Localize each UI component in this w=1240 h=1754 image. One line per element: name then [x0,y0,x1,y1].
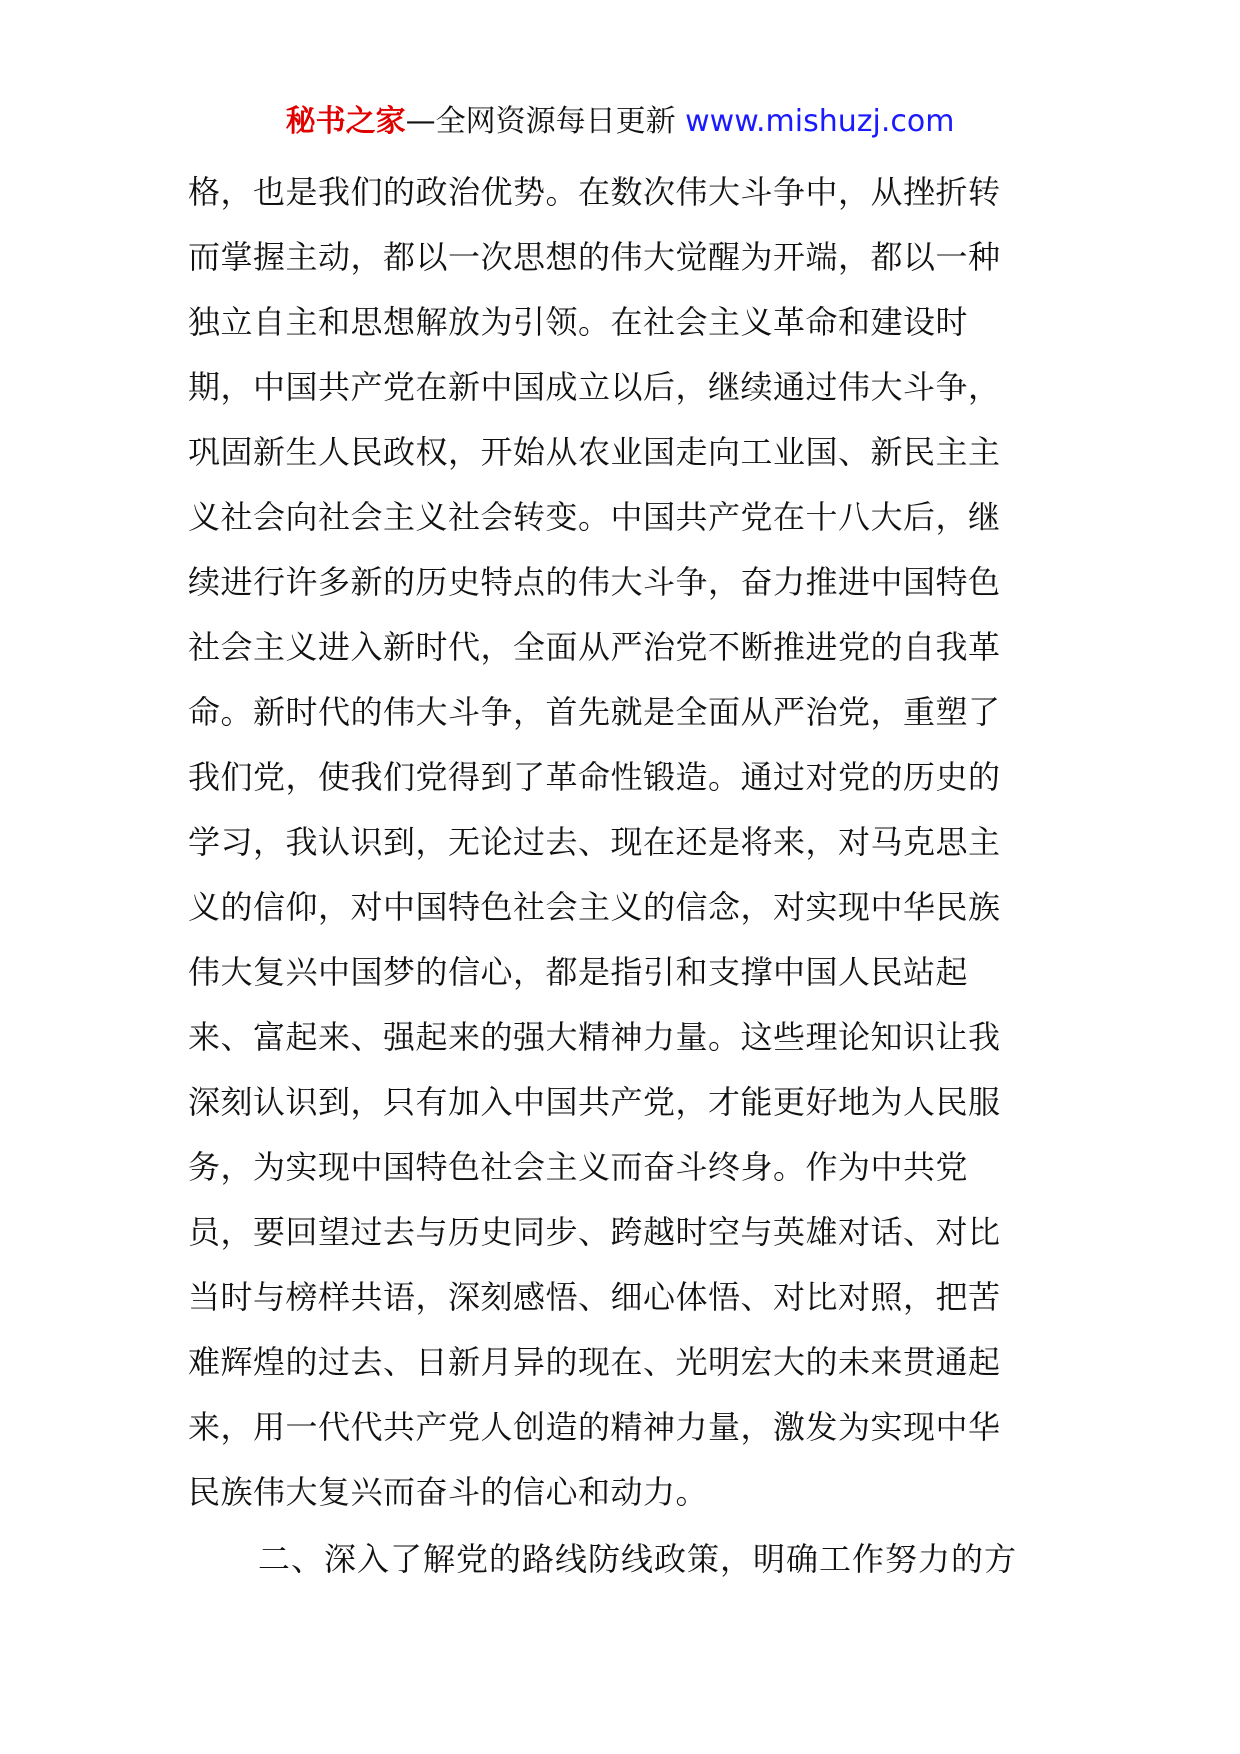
text-line: 伟大复兴中国梦的信心，都是指引和支撑中国人民站起 [188,953,969,991]
text-line: 民族伟大复兴而奋斗的信心和动力。 [188,1473,709,1511]
text-line: 格，也是我们的政治优势。在数次伟大斗争中，从挫折转 [188,173,1001,211]
text-line: 学习，我认识到，无论过去、现在还是将来，对马克思主 [188,823,1001,861]
brand-name: 秘书之家 [285,104,406,139]
site-url-link[interactable]: www.mishuzj.com [685,104,955,139]
text-line: 续进行许多新的历史特点的伟大斗争，奋力推进中国特色 [188,563,1001,601]
text-line: 务，为实现中国特色社会主义而奋斗终身。作为中共党 [188,1148,969,1186]
text-line: 深刻认识到，只有加入中国共产党，才能更好地为人民服 [188,1083,1001,1121]
text-line: 难辉煌的过去、日新月异的现在、光明宏大的未来贯通起 [188,1343,1001,1381]
text-line: 义社会向社会主义社会转变。中国共产党在十八大后，继 [188,498,1001,536]
text-line: 员，要回望过去与历史同步、跨越时空与英雄对话、对比 [188,1213,1001,1251]
text-line: 义的信仰，对中国特色社会主义的信念，对实现中华民族 [188,888,1001,926]
text-line: 独立自主和思想解放为引领。在社会主义革命和建设时 [188,303,969,341]
text-line: 我们党，使我们党得到了革命性锻造。通过对党的历史的 [188,758,1001,796]
body-text [188,160,1068,1592]
section-heading: 二、深入了解党的路线防线政策，明确工作努力的方 [258,1540,1018,1578]
header-tagline: —全网资源每日更新 [405,104,686,139]
text-line: 来，用一代代共产党人创造的精神力量，激发为实现中华 [188,1408,1001,1446]
text-line: 巩固新生人民政权，开始从农业国走向工业国、新民主主 [188,433,1001,471]
text-line: 期，中国共产党在新中国成立以后，继续通过伟大斗争， [188,368,1001,406]
text-line: 当时与榜样共语，深刻感悟、细心体悟、对比对照，把苦 [188,1278,1001,1316]
text-line: 而掌握主动，都以一次思想的伟大觉醒为开端，都以一种 [188,238,1001,276]
text-line: 社会主义进入新时代，全面从严治党不断推进党的自我革 [188,628,1001,666]
site-header [0,100,1240,144]
text-line: 来、富起来、强起来的强大精神力量。这些理论知识让我 [188,1018,1001,1056]
text-line: 命。新时代的伟大斗争，首先就是全面从严治党，重塑了 [188,693,1001,731]
